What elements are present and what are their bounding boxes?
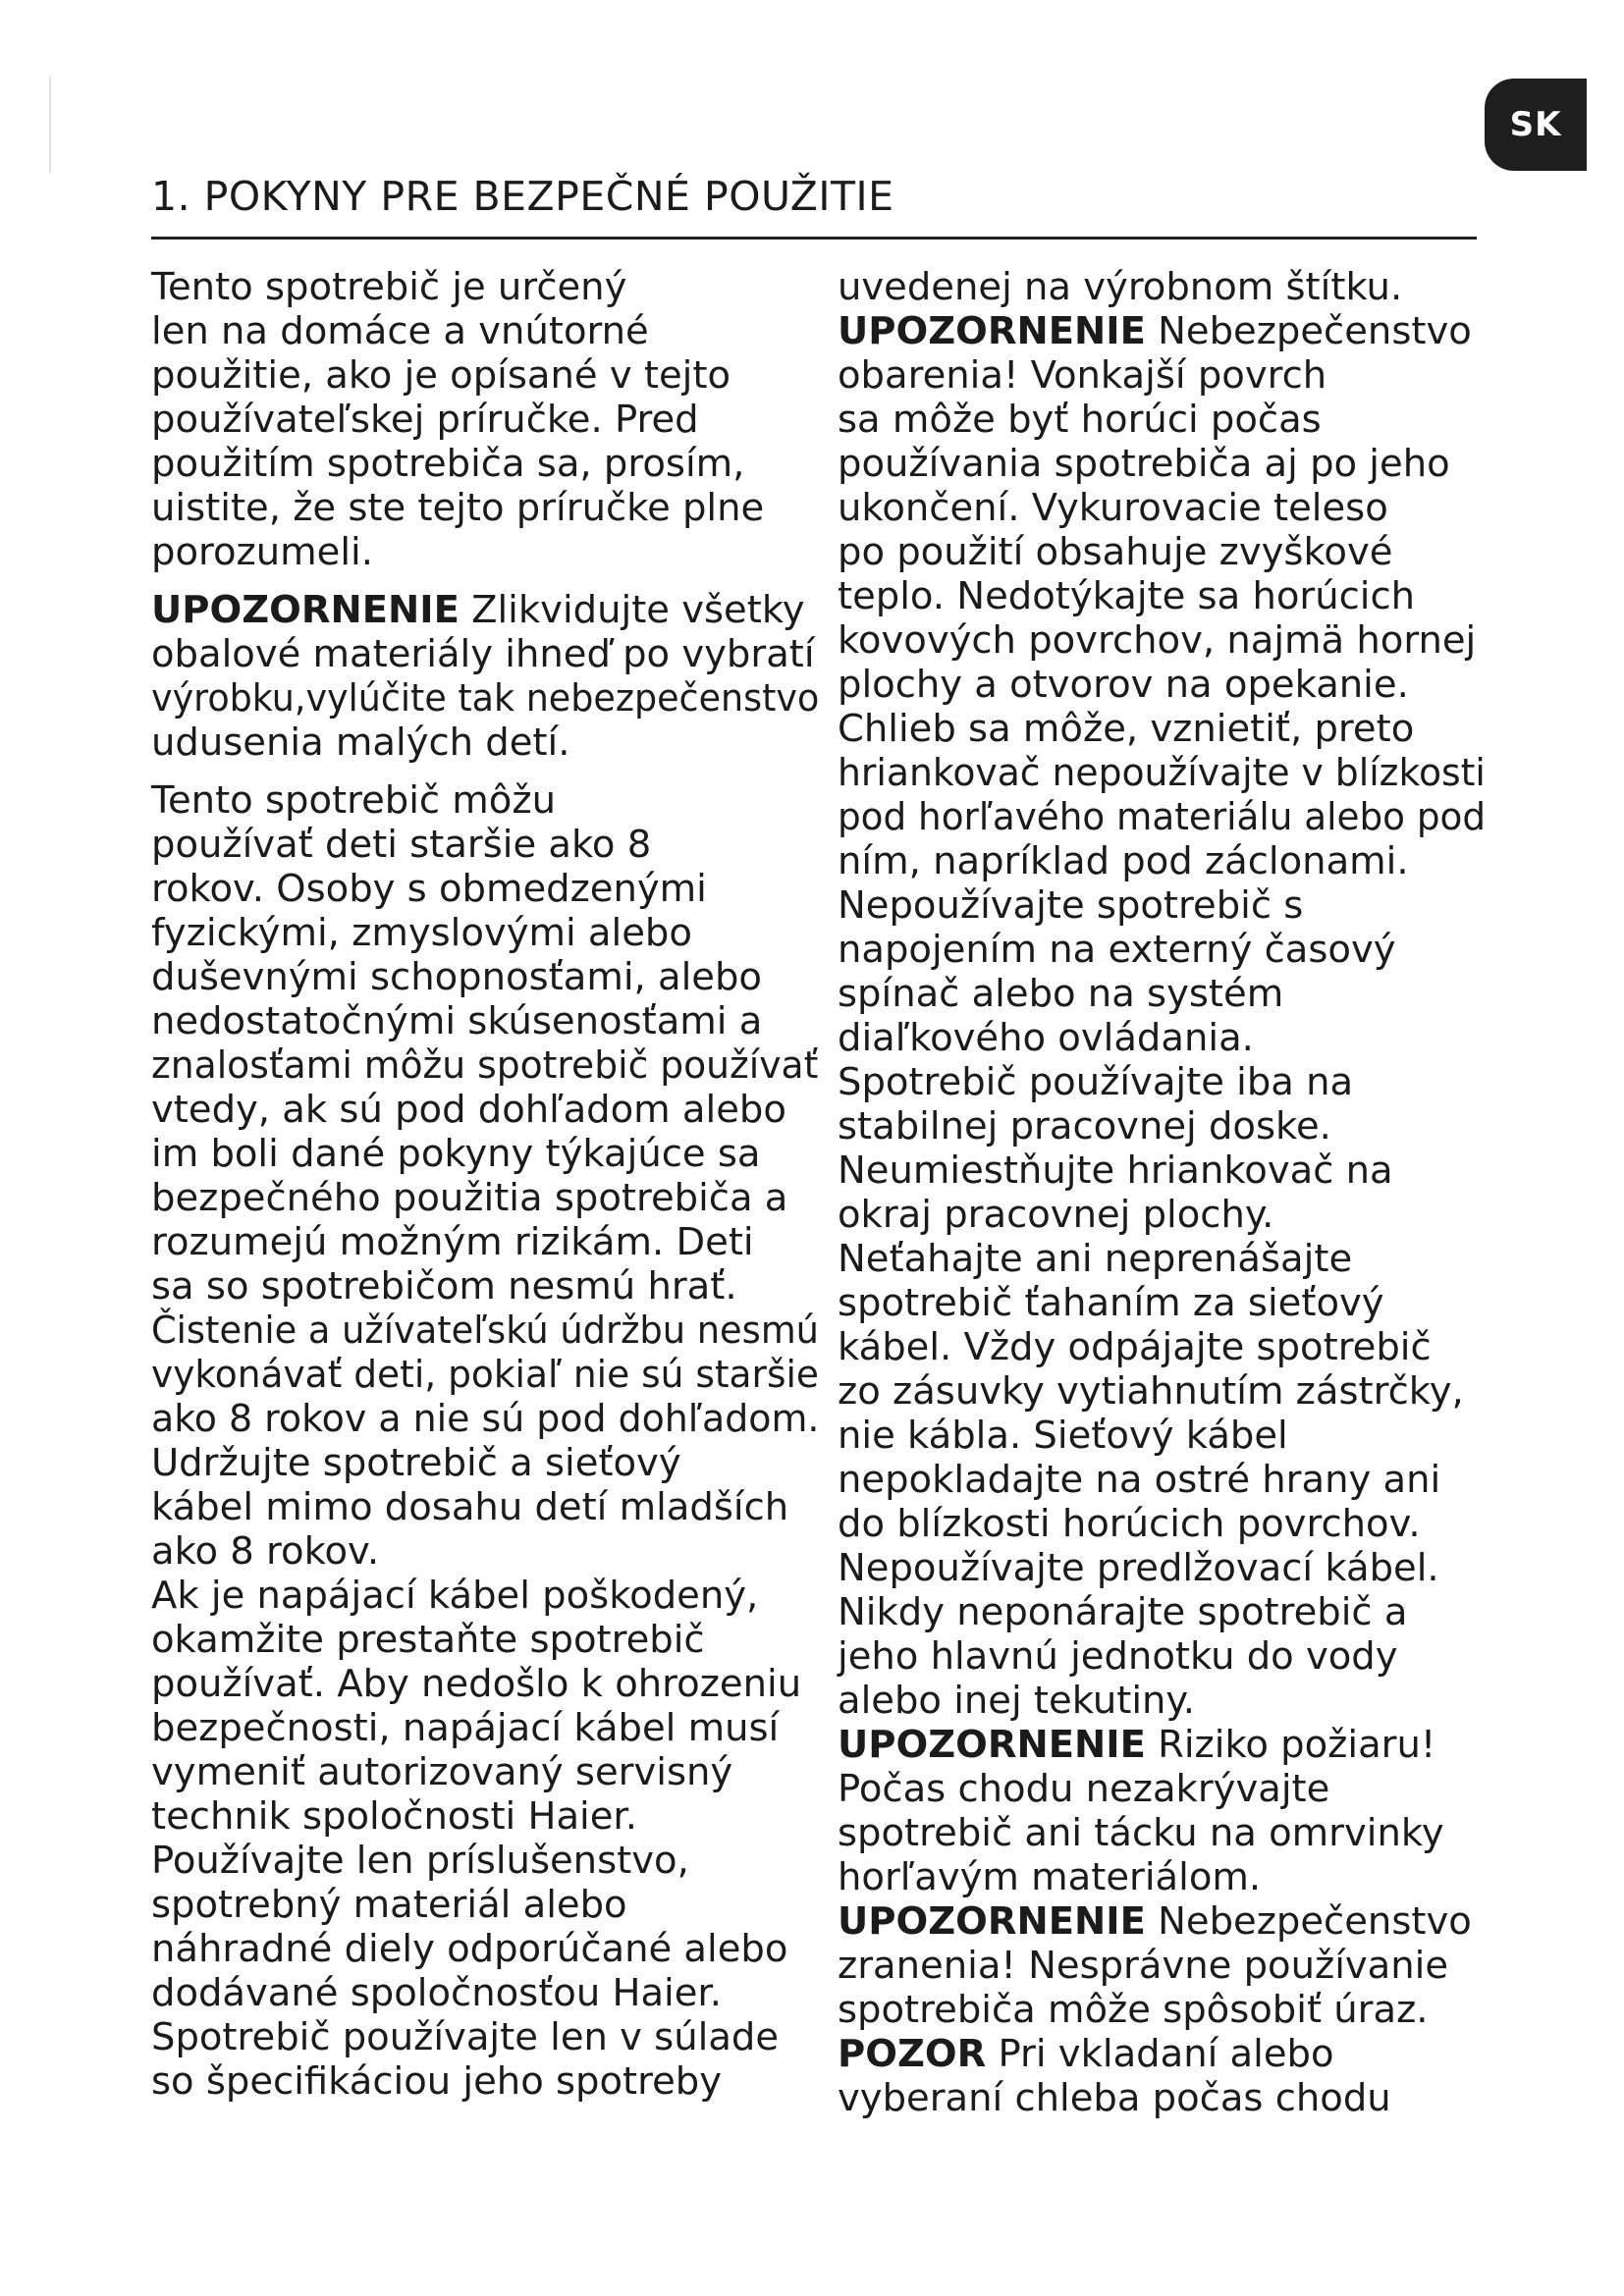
text-line	[151, 588, 819, 632]
line-text: spotrebiča môže spôsobiť úraz.	[838, 1988, 1429, 2032]
text-line	[151, 2015, 819, 2059]
text-line	[838, 574, 1486, 618]
warning-keyword: UPOZORNENIE	[151, 588, 460, 632]
text-line	[151, 1971, 819, 2015]
text-line	[838, 1193, 1486, 1237]
line-text: Riziko požiaru!	[1145, 1723, 1436, 1767]
line-text: jeho hlavnú jednotku do vody	[838, 1634, 1398, 1679]
line-text: sa so spotrebičom nesmú hrať.	[151, 1264, 737, 1308]
text-line	[151, 1353, 819, 1397]
text-line	[838, 883, 1486, 928]
line-text: so špecifikáciou jeho spotreby	[151, 2059, 723, 2104]
line-text: Tento spotrebič môžu	[151, 778, 556, 823]
text-line	[838, 265, 1486, 309]
line-text: používateľskej príručke. Pred	[151, 398, 699, 442]
line-text: sa môže byť horúci počas	[838, 398, 1322, 442]
text-line	[838, 1016, 1486, 1060]
text-line	[838, 1590, 1486, 1634]
line-text: Pri vkladaní alebo	[986, 2032, 1334, 2076]
text-line	[151, 1750, 819, 1794]
text-line	[151, 721, 819, 765]
text-line	[838, 442, 1486, 486]
text-line	[838, 1104, 1486, 1148]
line-text: okamžite prestaňte spotrebič	[151, 1618, 705, 1662]
line-text: Nepoužívajte spotrebič s	[838, 883, 1304, 928]
line-text: vtedy, ak sú pod dohľadom alebo	[151, 1088, 786, 1132]
line-text: spotrebný materiál alebo	[151, 1883, 627, 1927]
line-text: im boli dané pokyny týkajúce sa	[151, 1132, 761, 1176]
warning-keyword: UPOZORNENIE	[838, 309, 1146, 353]
line-text: zranenia! Nesprávne používanie	[838, 1944, 1449, 1988]
language-tab: SK	[1485, 79, 1587, 171]
text-line	[151, 486, 819, 530]
text-line	[838, 1988, 1486, 2032]
text-line	[838, 1060, 1486, 1104]
text-line	[838, 1414, 1486, 1458]
line-text: výrobku,vylúčite tak nebezpečenstvo	[151, 676, 820, 721]
text-line	[151, 911, 819, 955]
text-line	[151, 1088, 819, 1132]
line-text: bezpečnosti, napájací kábel musí	[151, 1706, 780, 1750]
text-line	[838, 1767, 1486, 1811]
text-line	[151, 1794, 819, 1839]
line-text: horľavým materiálom.	[838, 1855, 1262, 1899]
line-text: rozumejú možným rizikám. Deti	[151, 1220, 754, 1264]
line-text: stabilnej pracovnej doske.	[838, 1104, 1331, 1148]
line-text: okraj pracovnej plochy.	[838, 1193, 1274, 1237]
warning-keyword: POZOR	[838, 2032, 987, 2076]
line-text: obarenia! Vonkajší povrch	[838, 353, 1327, 398]
text-line	[151, 530, 819, 574]
line-text: Neumiestňujte hriankovač na	[838, 1148, 1393, 1193]
line-text: vykonávať deti, pokiaľ nie sú staršie	[151, 1353, 819, 1397]
text-line	[838, 1723, 1486, 1767]
line-text: len na domáce a vnútorné	[151, 309, 649, 353]
text-line	[151, 353, 819, 398]
text-line	[151, 2059, 819, 2104]
line-text: dodávané spoločnosťou Haier.	[151, 1971, 722, 2015]
line-text: nedostatočnými skúsenosťami a	[151, 999, 763, 1043]
text-line	[151, 1927, 819, 1971]
line-text: kovových povrchov, najmä hornej	[838, 618, 1477, 663]
margin-mark	[49, 77, 51, 173]
line-text: používania spotrebiča aj po jeho	[838, 442, 1450, 486]
text-line	[151, 265, 819, 309]
text-line	[838, 972, 1486, 1016]
line-text: Používajte len príslušenstvo,	[151, 1839, 689, 1883]
line-text: Spotrebič používajte iba na	[838, 1060, 1354, 1104]
text-line	[151, 999, 819, 1043]
text-line	[151, 309, 819, 353]
text-line	[838, 618, 1486, 663]
text-line	[838, 353, 1486, 398]
line-text: vymeniť autorizovaný servisný	[151, 1750, 733, 1794]
line-text: rokov. Osoby s obmedzenými	[151, 867, 707, 911]
line-text: nie kábla. Sieťový kábel	[838, 1414, 1288, 1458]
text-line	[151, 442, 819, 486]
text-line	[838, 1237, 1486, 1281]
text-line	[838, 751, 1486, 795]
line-text: teplo. Nedotýkajte sa horúcich	[838, 574, 1416, 618]
text-line	[151, 1308, 819, 1353]
line-text: použitím spotrebiča sa, prosím,	[151, 442, 745, 486]
text-line	[838, 309, 1486, 353]
line-text: uvedenej na výrobnom štítku.	[838, 265, 1403, 309]
text-line	[151, 1883, 819, 1927]
text-line	[838, 1944, 1486, 1988]
text-line	[151, 1706, 819, 1750]
line-text: kábel mimo dosahu detí mladších	[151, 1485, 789, 1529]
line-text: Neťahajte ani neprenášajte	[838, 1237, 1353, 1281]
text-line	[151, 632, 819, 676]
line-text: Udržujte spotrebič a sieťový	[151, 1441, 681, 1485]
text-line	[151, 1662, 819, 1706]
line-text: Nepoužívajte predlžovací kábel.	[838, 1546, 1439, 1590]
line-text: udusenia malých detí.	[151, 721, 570, 765]
text-line	[838, 1281, 1486, 1325]
line-text: znalosťami môžu spotrebič používať	[151, 1043, 819, 1088]
line-text: pod horľavého materiálu alebo pod	[838, 795, 1487, 839]
line-text: Nebezpečenstvo	[1145, 1899, 1472, 1944]
text-line	[151, 1485, 819, 1529]
text-line	[151, 1397, 820, 1441]
text-line	[151, 867, 819, 911]
text-line	[838, 839, 1486, 883]
warning-keyword: UPOZORNENIE	[838, 1723, 1146, 1767]
line-text: plochy a otvorov na opekanie.	[838, 663, 1409, 707]
line-text: ako 8 rokov a nie sú pod dohľadom.	[151, 1397, 820, 1441]
line-text: obalové materiály ihneď po vybratí	[151, 632, 815, 676]
line-text: duševnými schopnosťami, alebo	[151, 955, 762, 999]
line-text: zo zásuvky vytiahnutím zástrčky,	[838, 1369, 1464, 1414]
text-line	[838, 1811, 1486, 1855]
line-text: uistite, že ste tejto príručke plne	[151, 486, 765, 530]
text-line	[151, 1264, 819, 1308]
text-line	[151, 1839, 819, 1883]
left-text-column	[151, 265, 819, 2104]
text-line	[151, 676, 820, 721]
line-text: nepokladajte na ostré hrany ani	[838, 1458, 1441, 1502]
text-line	[838, 1458, 1486, 1502]
text-line	[838, 1634, 1486, 1679]
text-line	[151, 1618, 819, 1662]
warning-keyword: UPOZORNENIE	[838, 1899, 1146, 1944]
text-line	[838, 1369, 1486, 1414]
text-line	[838, 486, 1486, 530]
text-line	[838, 707, 1486, 751]
text-line	[838, 663, 1486, 707]
section-title: 1. POKYNY PRE BEZPEČNÉ POUŽITIE	[151, 173, 894, 220]
line-text: ukončení. Vykurovacie teleso	[838, 486, 1388, 530]
text-line	[838, 1148, 1486, 1193]
line-text: používať deti staršie ako 8	[151, 823, 652, 867]
line-text: hriankovač nepoužívajte v blízkosti	[838, 751, 1486, 795]
text-line	[151, 1529, 819, 1574]
text-line	[838, 1546, 1486, 1590]
line-text: spotrebič ani tácku na omrvinky	[838, 1811, 1444, 1855]
line-text: vyberaní chleba počas chodu	[838, 2076, 1391, 2120]
line-text: do blízkosti horúcich povrchov.	[838, 1502, 1421, 1546]
text-line	[838, 2032, 1486, 2076]
text-line	[838, 1325, 1486, 1369]
line-text: spotrebič ťahaním za sieťový	[838, 1281, 1384, 1325]
text-line	[151, 1043, 819, 1088]
line-text: ako 8 rokov.	[151, 1529, 380, 1574]
line-text: po použití obsahuje zvyškové	[838, 530, 1393, 574]
line-text: kábel. Vždy odpájajte spotrebič	[838, 1325, 1432, 1369]
line-text: náhradné diely odporúčané alebo	[151, 1927, 788, 1971]
line-text: technik spoločnosti Haier.	[151, 1794, 637, 1839]
line-text: porozumeli.	[151, 530, 373, 574]
text-line	[838, 1899, 1486, 1944]
text-line	[151, 1441, 819, 1485]
right-text-column	[838, 265, 1486, 2120]
line-text: Ak je napájací kábel poškodený,	[151, 1574, 759, 1618]
text-line	[151, 398, 819, 442]
text-line	[151, 955, 819, 999]
text-line	[151, 1220, 819, 1264]
line-text: Počas chodu nezakrývajte	[838, 1767, 1330, 1811]
text-line	[151, 1574, 819, 1618]
line-text: použitie, ako je opísané v tejto	[151, 353, 731, 398]
text-line	[838, 1502, 1486, 1546]
text-line	[838, 2076, 1486, 2120]
text-line	[838, 398, 1486, 442]
line-text: Nikdy neponárajte spotrebič a	[838, 1590, 1408, 1634]
line-text: spínač alebo na systém	[838, 972, 1284, 1016]
line-text: bezpečného použitia spotrebiča a	[151, 1176, 788, 1220]
line-text: Chlieb sa môže, vznietiť, preto	[838, 707, 1415, 751]
text-line	[151, 823, 819, 867]
line-text: fyzickými, zmyslovými alebo	[151, 911, 692, 955]
line-text: ním, napríklad pod záclonami.	[838, 839, 1409, 883]
text-line	[838, 795, 1487, 839]
text-line	[838, 1855, 1486, 1899]
line-text: alebo inej tekutiny.	[838, 1679, 1195, 1723]
line-text: Čistenie a užívateľskú údržbu nesmú	[151, 1308, 819, 1353]
title-divider	[151, 237, 1477, 240]
line-text: Tento spotrebič je určený	[151, 265, 627, 309]
line-text: napojením na externý časový	[838, 928, 1396, 972]
line-text: diaľkového ovládania.	[838, 1016, 1254, 1060]
line-text: Zlikvidujte všetky	[459, 588, 805, 632]
line-text: Spotrebič používajte len v súlade	[151, 2015, 780, 2059]
line-text: používať. Aby nedošlo k ohrozeniu	[151, 1662, 802, 1706]
text-line	[838, 530, 1486, 574]
text-line	[838, 928, 1486, 972]
text-line	[838, 1679, 1486, 1723]
line-text: Nebezpečenstvo	[1145, 309, 1472, 353]
text-line	[151, 1176, 819, 1220]
text-line	[151, 778, 819, 823]
text-line	[151, 1132, 819, 1176]
